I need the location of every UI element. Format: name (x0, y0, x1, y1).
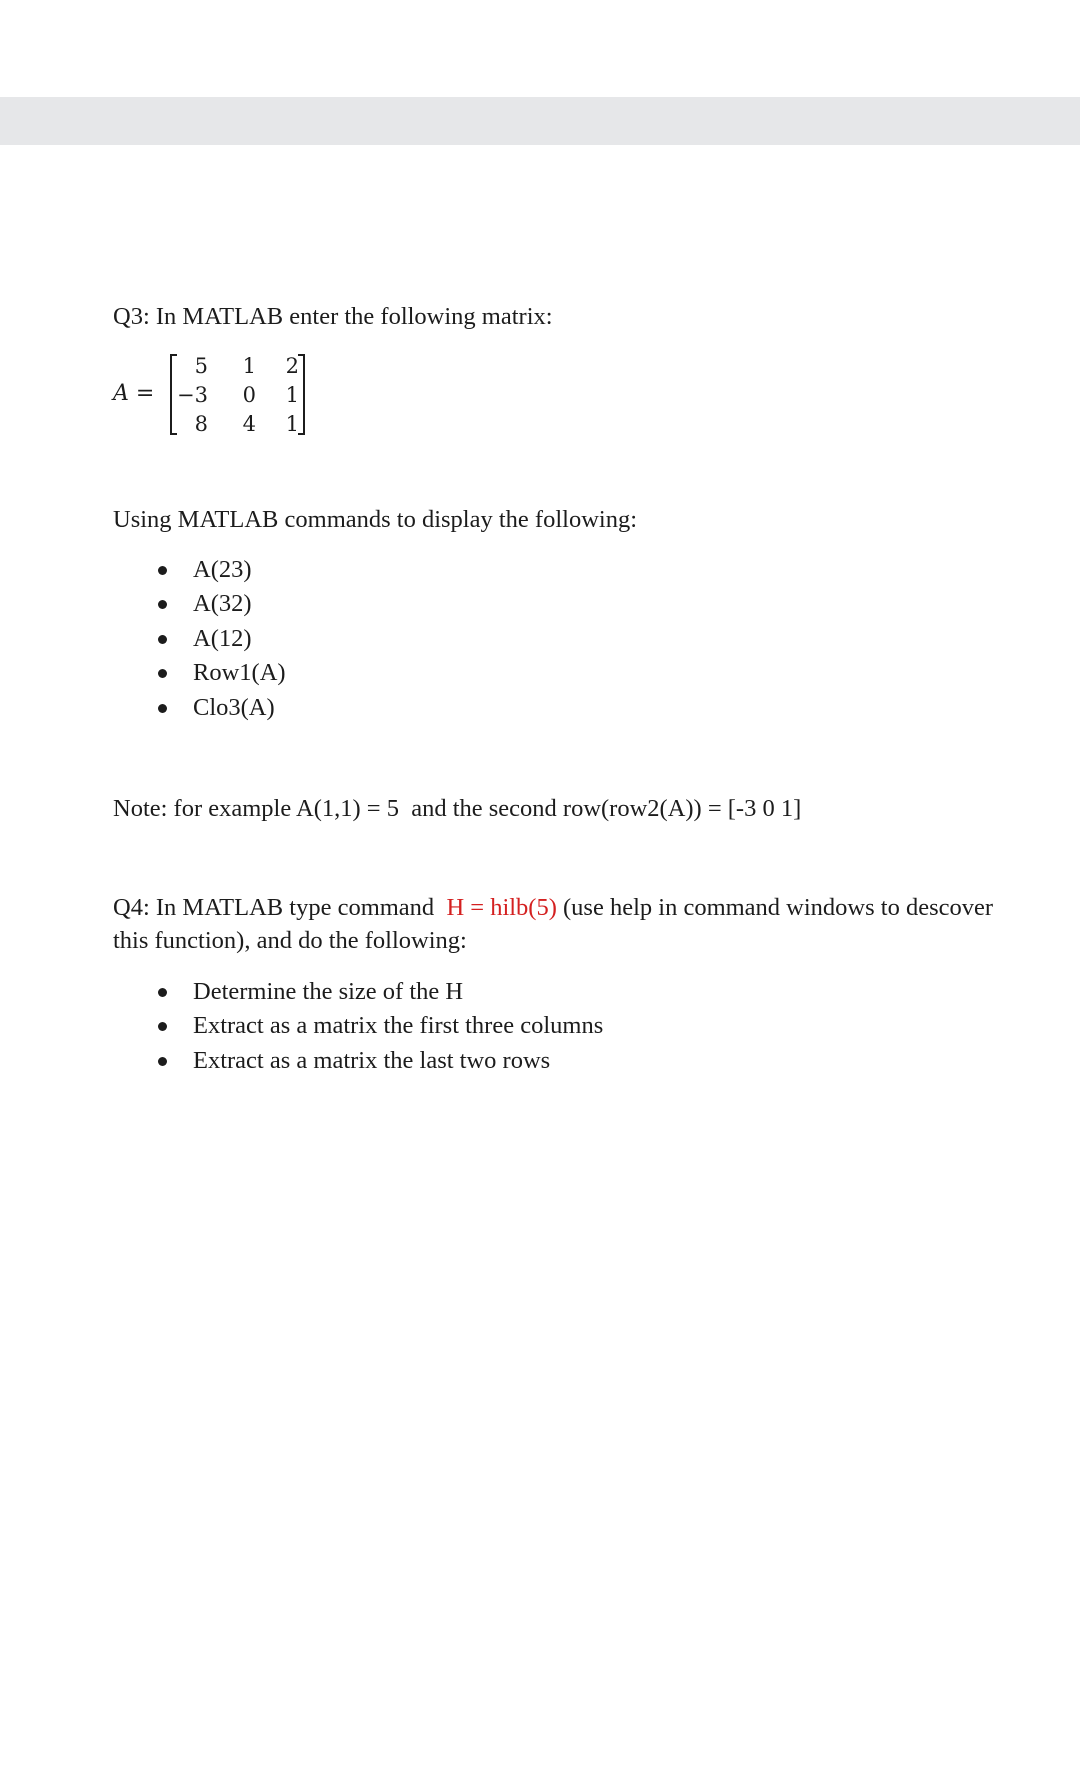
list-item-text: Extract as a matrix the last two rows (193, 1046, 551, 1074)
q3-note: Note: for example A(1,1) = 5 and the second row(row2(A)) = [-3 0 1] (113, 795, 802, 822)
top-bar (0, 97, 1080, 145)
q3-instruction: Using MATLAB commands to display the following: (113, 506, 637, 533)
matrix-cell: −3 (177, 383, 208, 407)
list-item (150, 553, 286, 587)
matrix-cell: 1 (285, 383, 299, 407)
matrix-cell: 4 (242, 412, 256, 436)
list-item-text: Determine the size of the H (193, 978, 464, 1005)
list-item-text: Row1(A) (193, 659, 286, 687)
q3-command-list (150, 553, 286, 725)
q4-title-line2: this function), and do the following: (113, 927, 467, 954)
list-item (150, 656, 286, 690)
q4-prefix: Q4: In MATLAB type command (113, 894, 447, 921)
list-item (150, 1009, 603, 1043)
matrix-cell: 2 (285, 354, 299, 378)
bullet-dot (158, 704, 167, 713)
bullet-dot (158, 1022, 167, 1031)
matrix-label (113, 379, 154, 409)
list-item-text: Extract as a matrix the first three columns (193, 1012, 604, 1040)
matrix-cell: 1 (285, 412, 299, 436)
matrix-cell: 5 (194, 354, 208, 378)
matrix-label-text: A = (113, 381, 155, 406)
list-item-text: Clo3(A) (193, 693, 275, 721)
bullet-dot (158, 566, 167, 575)
bullet-dot (158, 1057, 167, 1066)
matrix-cell: 1 (242, 354, 256, 378)
matrix-cell: 8 (194, 412, 208, 436)
bullet-dot (158, 988, 167, 997)
list-item-text: A(12) (193, 624, 252, 652)
list-item-text: A(23) (193, 556, 252, 583)
matrix-cell: 0 (242, 383, 256, 407)
q4-command: H = hilb(5) (446, 894, 557, 921)
list-item (150, 691, 286, 725)
q4-suffix: (use help in command windows to descover (556, 894, 994, 921)
list-item (150, 622, 286, 656)
bullet-dot (158, 635, 167, 644)
list-item (150, 975, 603, 1009)
list-item-text: A(32) (193, 590, 252, 618)
q3-title: Q3: In MATLAB enter the following matrix: (113, 303, 553, 330)
matrix-right-bracket (298, 354, 305, 435)
list-item (150, 1044, 603, 1078)
list-item (150, 587, 286, 621)
q4-title (113, 891, 993, 924)
bullet-dot (158, 669, 167, 678)
q4-task-list (150, 975, 603, 1078)
bullet-dot (158, 600, 167, 609)
